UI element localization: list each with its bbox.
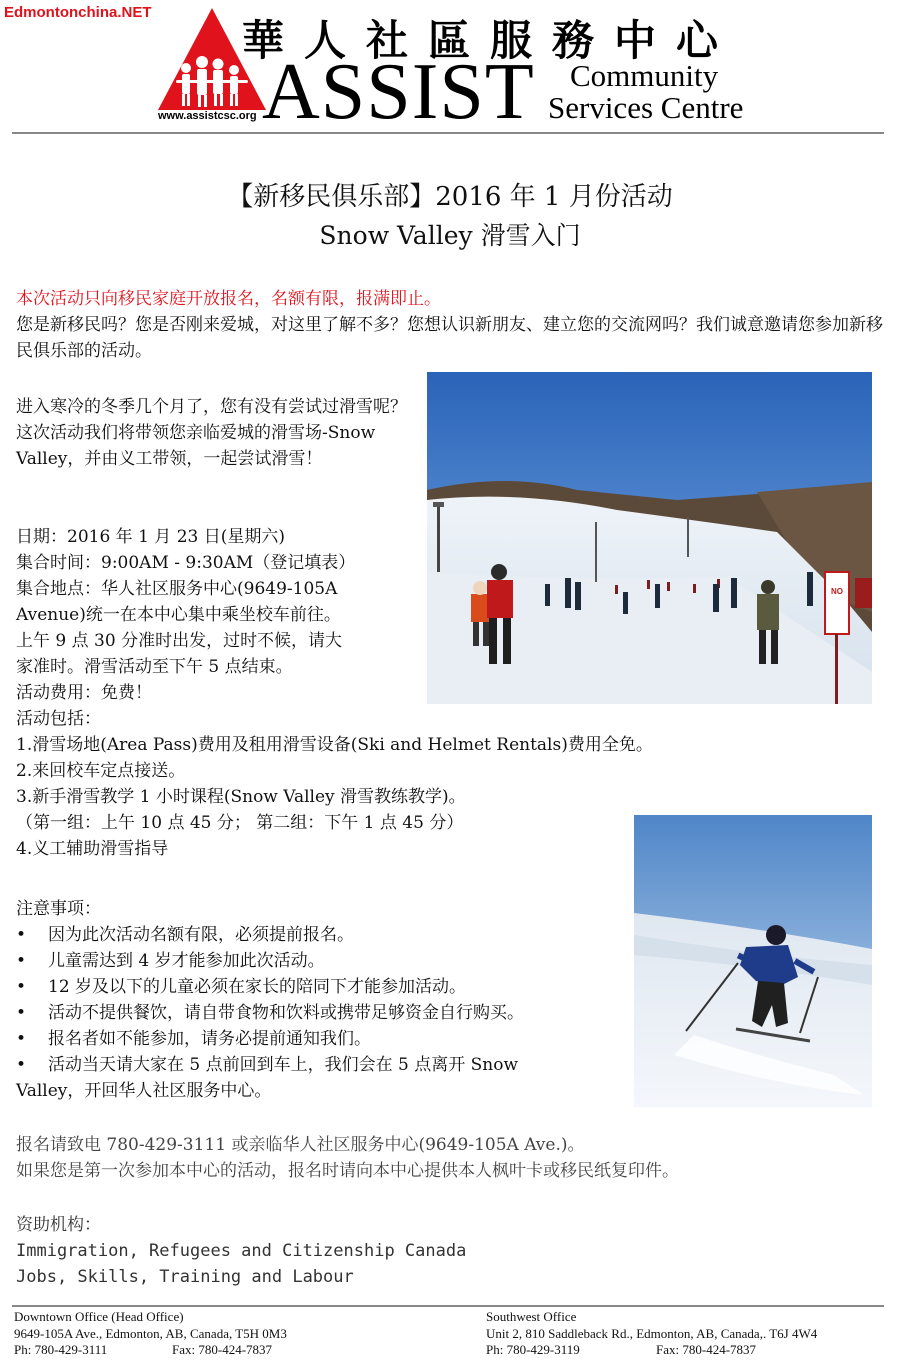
note-bullet xyxy=(16,922,636,948)
registration-notice: 本次活动只向移民家庭开放报名，名额有限，报满即止。 xyxy=(16,289,441,309)
funder-jstl: Jobs, Skills, Training and Labour xyxy=(16,1267,354,1287)
note-bullet xyxy=(16,1052,636,1078)
note-text: 因为此次活动名额有限，必须提前报名。 xyxy=(48,925,354,945)
bullet-dot: • xyxy=(16,1055,27,1075)
note-text: 12 岁及以下的儿童必须在家长的陪同下才能参加活动。 xyxy=(48,977,467,997)
note-text: 报名者如不能参加，请务必提前通知我们。 xyxy=(48,1029,371,1049)
office-phone: Ph: 780-429-3119 xyxy=(486,1342,580,1357)
org-subtitle-line2: Services Centre xyxy=(548,90,744,125)
note-text: 儿童需达到 4 岁才能参加此次活动。 xyxy=(48,951,325,971)
notes-section xyxy=(16,896,636,1104)
includes-item: （第一组：上午 10 点 45 分； 第二组：下午 1 点 45 分） xyxy=(16,813,464,833)
office-name: Downtown Office (Head Office) xyxy=(14,1309,184,1324)
note-text: 活动当天请大家在 5 点前回到车上，我们会在 5 点离开 Snow xyxy=(48,1055,519,1075)
event-details xyxy=(16,524,876,862)
funders-section xyxy=(16,1212,616,1290)
intro-text: 您是新移民吗？您是否刚来爱城，对这里了解不多？您想认识新朋友、建立您的交流网吗？我们诚意邀请您参加新移民俱乐部的活动。 xyxy=(16,315,883,361)
office-phone: Ph: 780-429-3111 xyxy=(14,1342,108,1357)
note-bullet xyxy=(16,1000,636,1026)
intro-section xyxy=(16,286,884,364)
skier-photo xyxy=(634,815,872,1107)
footer-divider xyxy=(12,1305,884,1307)
note-text: 活动不提供餐饮，请自带食物和饮料或携带足够资金自行购买。 xyxy=(48,1003,524,1023)
event-date: 日期：2016 年 1 月 23 日(星期六) xyxy=(16,527,285,547)
departure-line1: 上午 9 点 30 分准时出发，过时不候，请大 xyxy=(16,631,343,651)
event-subtitle: Snow Valley 滑雪入门 xyxy=(319,221,581,250)
site-watermark: Edmontonchina.NET xyxy=(4,4,152,21)
org-subtitle-line1: Community xyxy=(570,58,719,93)
note-bullet xyxy=(16,948,636,974)
bullet-dot: • xyxy=(16,977,27,997)
funders-title: 资助机构： xyxy=(16,1215,101,1235)
bullet-dot: • xyxy=(16,1003,27,1023)
footer-southwest-office xyxy=(486,1309,886,1359)
office-address: 9649-105A Ave., Edmonton, AB, Canada, T5H 0M3 xyxy=(14,1325,287,1341)
includes-item: 4.义工辅助滑雪指导 xyxy=(16,839,169,859)
meeting-place-line1: 集合地点：华人社区服务中心(9649-105A xyxy=(16,579,338,599)
note-bullet xyxy=(16,974,636,1000)
meeting-time: 集合时间：9:00AM - 9:30AM（登记填表） xyxy=(16,553,356,573)
registration-phone: 报名请致电 780-429-3111 或亲临华人社区服务中心(9649-105A Ave.)。 xyxy=(16,1135,585,1155)
office-fax: Fax: 780-424-7837 xyxy=(172,1342,273,1357)
bullet-dot: • xyxy=(16,951,27,971)
org-subtitle xyxy=(548,60,768,124)
registration-info xyxy=(16,1132,886,1184)
footer-downtown-office xyxy=(14,1309,454,1359)
registration-first-time: 如果您是第一次参加本中心的活动，报名时请向本中心提供本人枫叶卡或移民纸复印件。 xyxy=(16,1161,679,1181)
office-contact xyxy=(14,1342,454,1359)
funder-ircc: Immigration, Refugees and Citizenship Canada xyxy=(16,1241,467,1261)
org-name-assist: ASSIST xyxy=(262,48,535,136)
office-contact xyxy=(486,1342,886,1359)
includes-title: 活动包括： xyxy=(16,709,101,729)
note-bullet xyxy=(16,1026,636,1052)
bullet-dot: • xyxy=(16,1029,27,1049)
meeting-place-line2: Avenue)统一在本中心集中乘坐校车前往。 xyxy=(16,605,341,625)
no-sign-text: NO xyxy=(831,587,843,596)
includes-item: 1.滑雪场地(Area Pass)费用及租用滑雪设备(Ski and Helmet Rentals)费用全免。 xyxy=(16,735,653,755)
office-address: Unit 2, 810 Saddleback Rd., Edmonton, AB, Canada,. T6J 4W4 xyxy=(486,1325,818,1341)
org-website: www.assistcsc.org xyxy=(158,110,257,122)
office-fax: Fax: 780-424-7837 xyxy=(656,1342,757,1357)
bullet-dot: • xyxy=(16,925,27,945)
departure-line2: 家准时。滑雪活动至下午 5 点结束。 xyxy=(16,657,293,677)
includes-item: 2.来回校车定点接送。 xyxy=(16,761,186,781)
includes-item: 3.新手滑雪教学 1 小时课程(Snow Valley 滑雪教练教学)。 xyxy=(16,787,466,807)
header-divider xyxy=(12,132,884,134)
lead-paragraph: 进入寒冷的冬季几个月了，您有没有尝试过滑雪呢？这次活动我们将带领您亲临爱城的滑雪场-Snow Valley，并由义工带领，一起尝试滑雪！ xyxy=(16,397,407,469)
note-continuation: Valley，开回华人社区服务中心。 xyxy=(16,1081,272,1101)
notes-title: 注意事项： xyxy=(16,899,101,919)
office-name: Southwest Office xyxy=(486,1309,577,1324)
event-title: 【新移民俱乐部】2016 年 1 月份活动 xyxy=(227,182,673,212)
event-fee: 活动费用：免费！ xyxy=(16,683,152,703)
org-chinese-name: 華人社區服務中心 xyxy=(242,16,739,65)
